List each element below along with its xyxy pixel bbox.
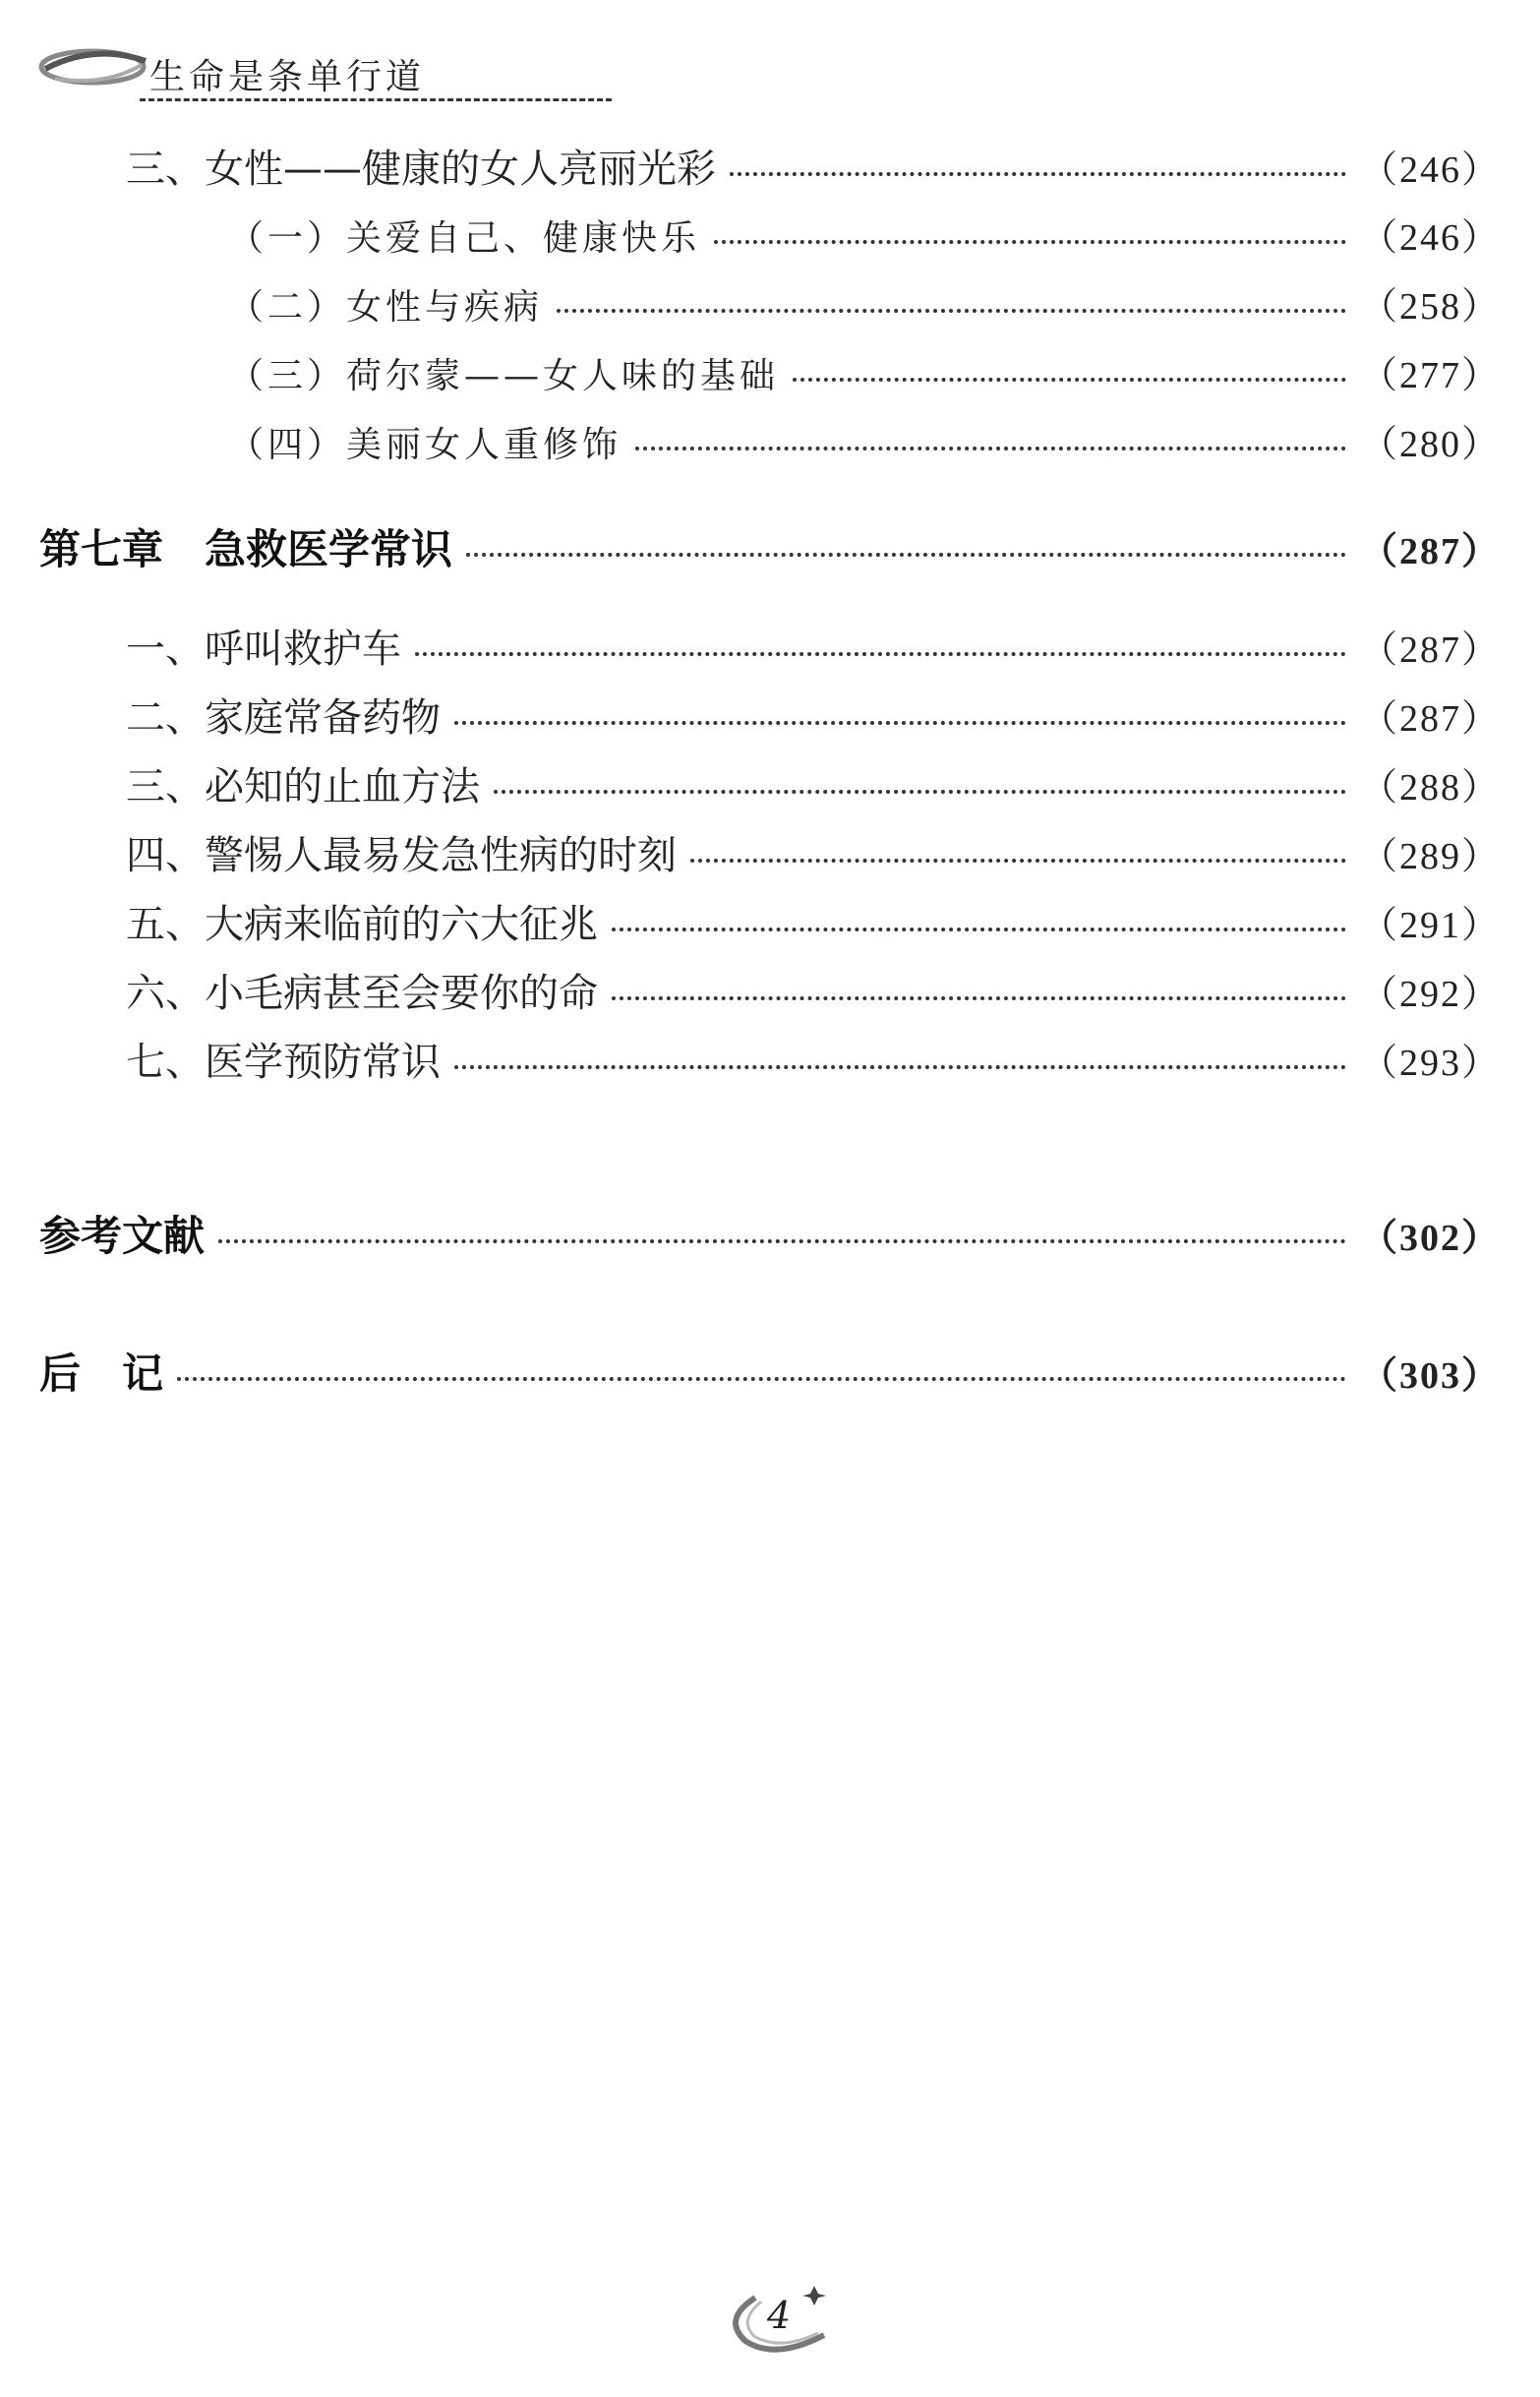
toc-entry-page: （246） <box>1359 217 1501 259</box>
toc-chapter-entry <box>39 1204 1501 1263</box>
toc-entry-page: （291） <box>1359 905 1501 946</box>
toc-entry <box>126 893 1501 949</box>
toc-entry-page: （289） <box>1359 836 1501 877</box>
toc-entry-title: 六、小毛病甚至会要你的命 <box>126 971 598 1016</box>
toc-entry-title: 后 记 <box>39 1349 164 1398</box>
toc-entry <box>126 687 1501 743</box>
toc-entry-page: （293） <box>1359 1043 1501 1084</box>
dot-leader <box>690 859 1346 863</box>
toc-entry-page: （292） <box>1359 974 1501 1015</box>
toc-entry-page: （287） <box>1359 629 1501 671</box>
toc-entry-title: 三、必知的止血方法 <box>126 764 480 809</box>
dot-leader <box>454 1065 1346 1069</box>
dot-leader <box>612 996 1346 1000</box>
toc-entry-title: （四）美丽女人重修饰 <box>228 425 622 465</box>
toc-entry-page: （288） <box>1359 767 1501 809</box>
book-title: 生命是条单行道 <box>149 57 426 97</box>
toc-entry-page: （287） <box>1359 531 1501 572</box>
toc-entry-title: 四、警惕人最易发急性病的时刻 <box>126 833 677 878</box>
toc-chapter-entry <box>39 517 1501 576</box>
toc-entry-page: （246） <box>1359 150 1501 191</box>
dot-leader <box>218 1239 1346 1243</box>
toc-entry-title: （三）荷尔蒙——女人味的基础 <box>228 356 780 396</box>
dot-leader <box>494 790 1346 794</box>
dot-leader <box>454 721 1346 725</box>
toc-entry-page: （302） <box>1359 1218 1501 1259</box>
toc-entry-page: （277） <box>1359 355 1501 396</box>
toc-entry-title: 五、大病来临前的六大征兆 <box>126 902 598 947</box>
dot-leader <box>714 240 1346 244</box>
toc-entry <box>126 1031 1501 1087</box>
toc-entry-page: （258） <box>1359 286 1501 328</box>
toc-entry-title: 一、呼叫救护车 <box>126 627 401 672</box>
toc-entry-title: 参考文献 <box>39 1212 206 1260</box>
toc-entry <box>126 755 1501 811</box>
toc-entry <box>228 344 1501 398</box>
toc-entry <box>126 824 1501 880</box>
toc-entry <box>228 207 1501 261</box>
toc-entry <box>126 618 1501 674</box>
toc-entry <box>228 275 1501 330</box>
dot-leader <box>415 652 1346 656</box>
toc-entry-page: （287） <box>1359 698 1501 740</box>
toc-entry-title: （二）女性与疾病 <box>228 287 544 328</box>
toc-entry-page: （303） <box>1359 1355 1501 1397</box>
toc-entry-page: （280） <box>1359 424 1501 465</box>
toc-entry-title: （一）关爱自己、健康快乐 <box>228 218 701 259</box>
toc-entry-title: 七、医学预防常识 <box>126 1040 441 1085</box>
toc-entry-title: 第七章 急救医学常识 <box>39 525 453 573</box>
dot-leader <box>177 1377 1346 1381</box>
toc-entry <box>228 413 1501 467</box>
dot-leader <box>793 378 1346 382</box>
toc-chapter-entry <box>39 1342 1501 1401</box>
page-number: 4 <box>767 2294 792 2337</box>
toc-entry <box>126 962 1501 1018</box>
page-footer <box>716 2280 844 2359</box>
toc-entry-title: 二、家庭常备药物 <box>126 695 441 741</box>
dot-leader <box>466 553 1346 557</box>
toc-entry-title: 三、女性——健康的女人亮丽光彩 <box>126 147 716 192</box>
toc-entry <box>126 138 1501 194</box>
dot-leader <box>730 172 1346 176</box>
dot-leader <box>635 447 1346 450</box>
dot-leader <box>557 309 1346 313</box>
dot-leader <box>612 928 1346 931</box>
